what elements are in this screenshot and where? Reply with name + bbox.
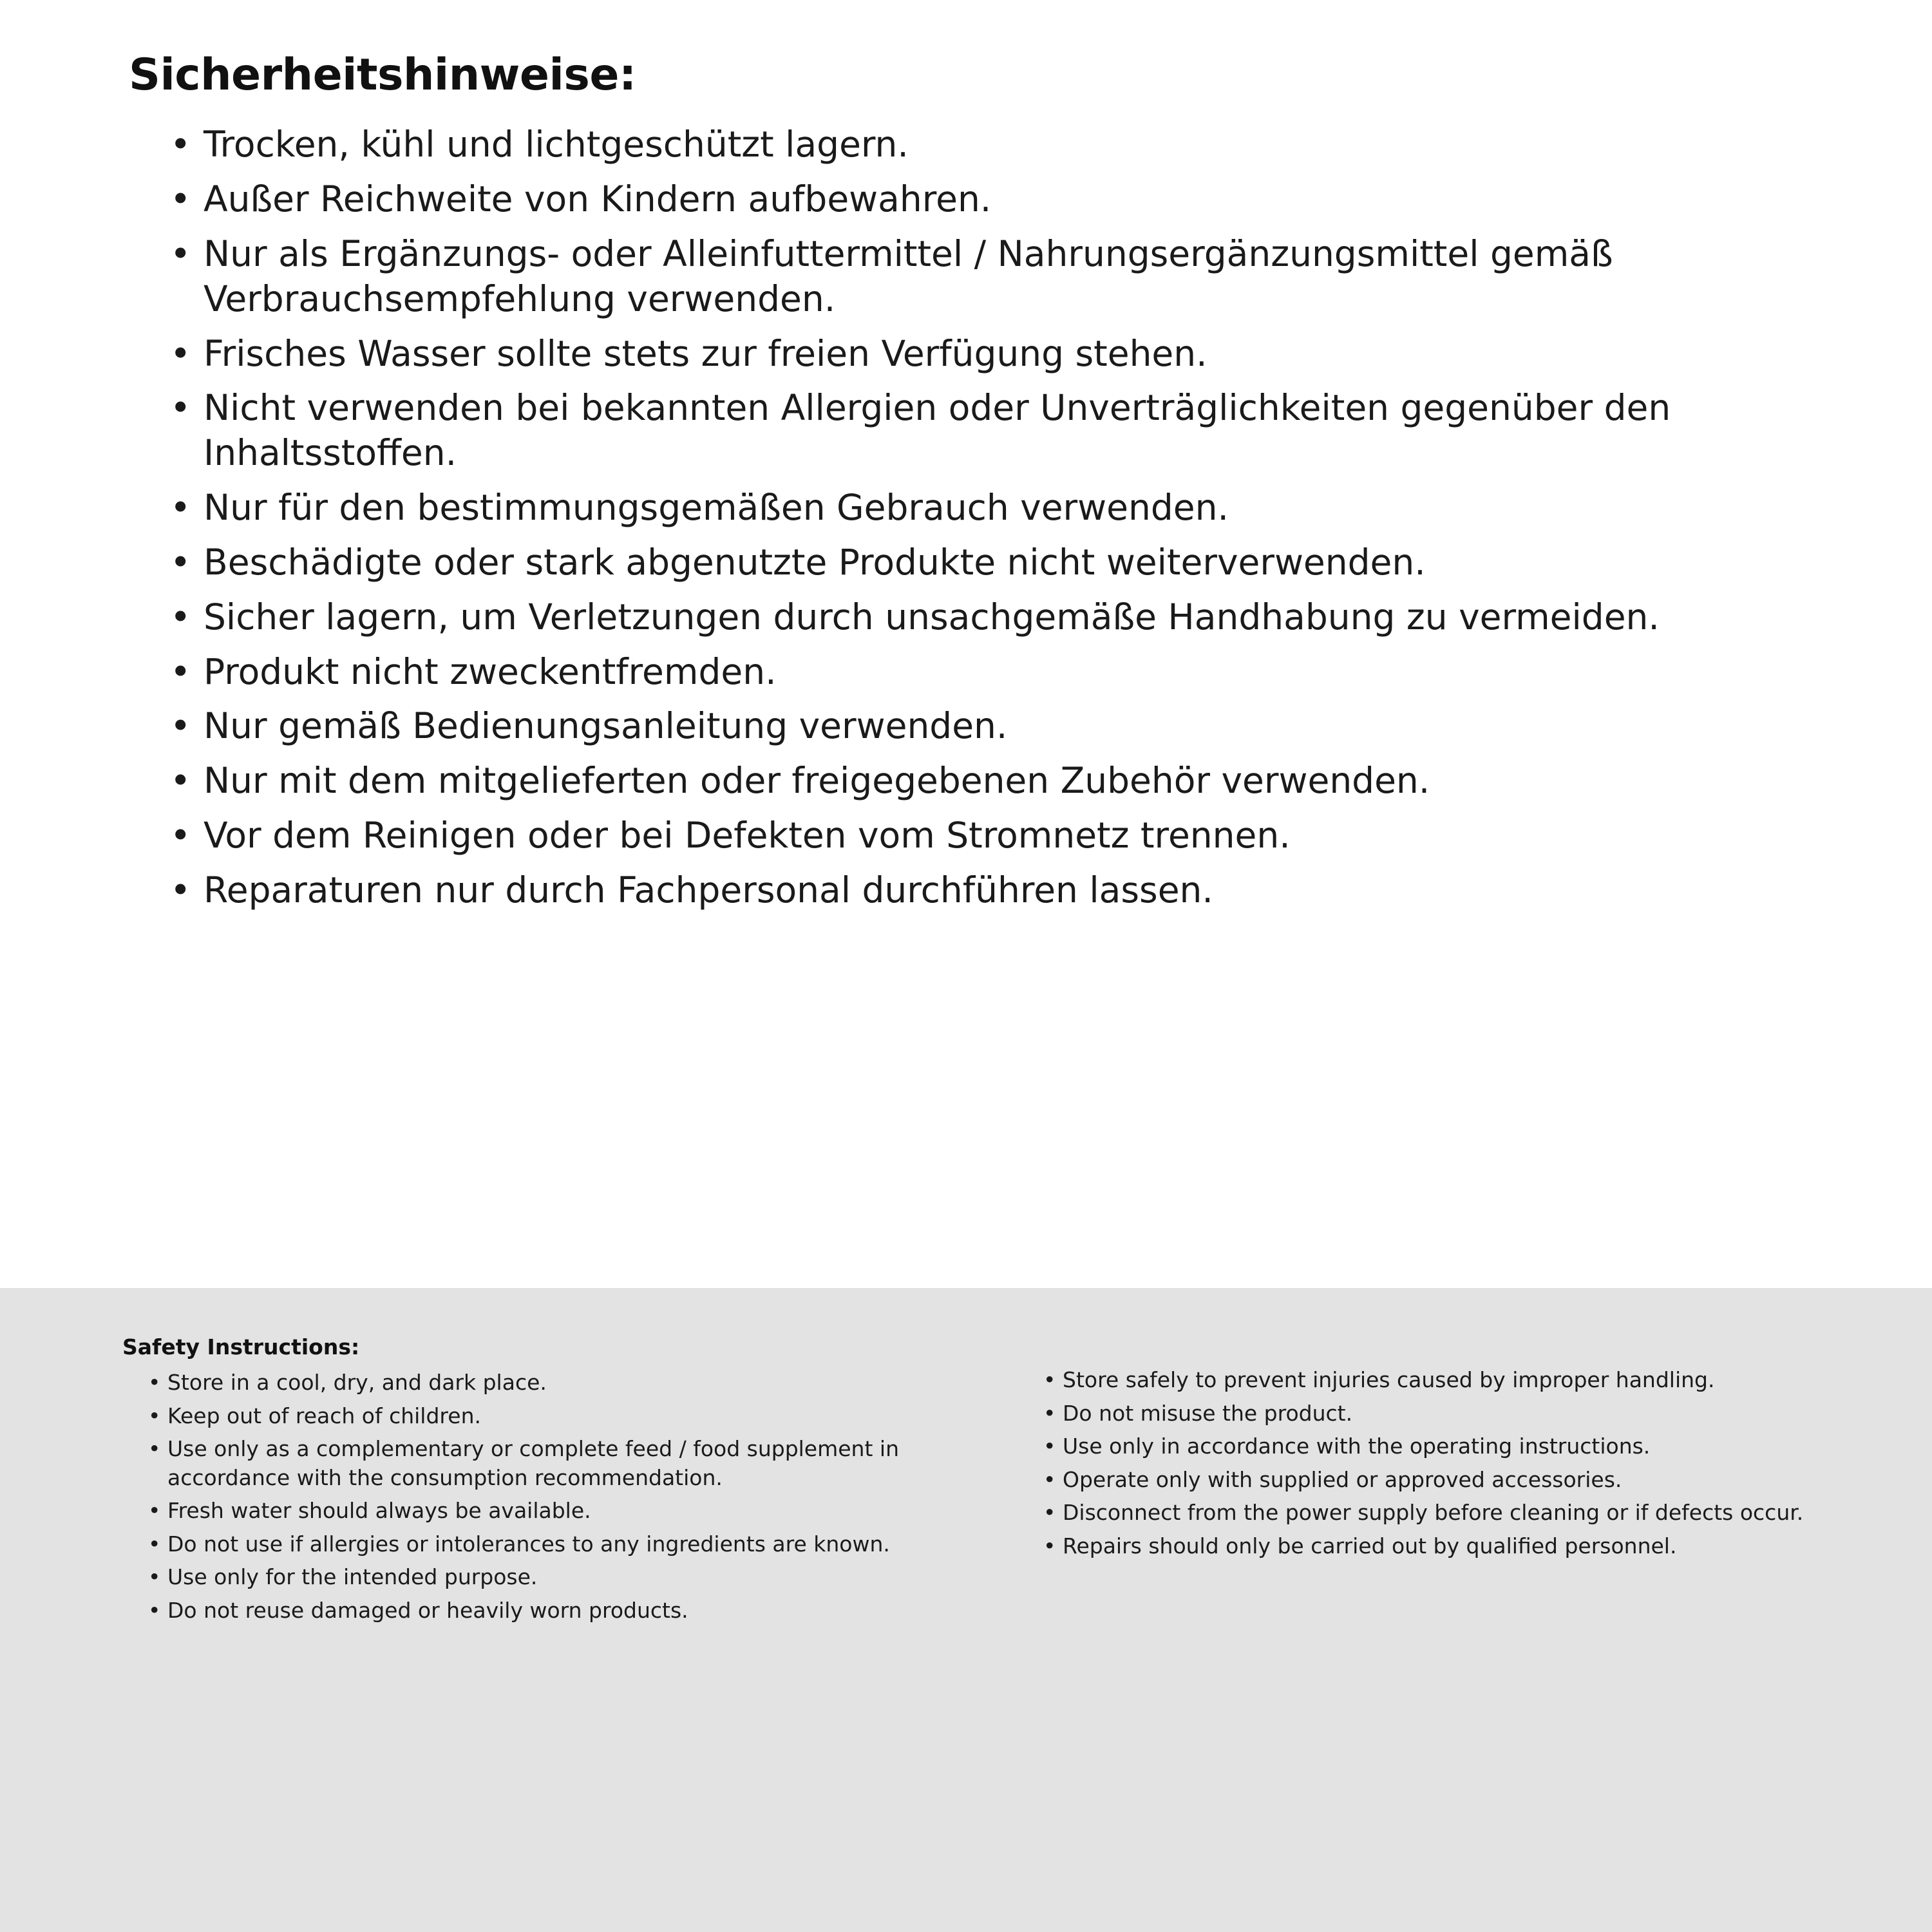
bullet-icon: • [170, 124, 191, 166]
list-item [166, 540, 1835, 585]
list-item-text: Außer Reichweite von Kindern aufbewahren. [204, 178, 992, 220]
bullet-icon: • [1043, 1367, 1056, 1392]
list-item-text: Use only for the intended purpose. [167, 1564, 538, 1590]
list-item-text: Do not misuse the product. [1063, 1400, 1353, 1426]
list-item [166, 704, 1835, 749]
english-column-left [122, 1334, 960, 1629]
list-item-text: Operate only with supplied or approved accessories. [1063, 1466, 1622, 1492]
bullet-icon: • [170, 650, 191, 692]
list-item [166, 122, 1835, 167]
list-item [166, 232, 1835, 322]
list-item [166, 486, 1835, 531]
list-item [166, 759, 1835, 804]
list-item-text: Store safely to prevent injuries caused by improper handling. [1063, 1367, 1715, 1392]
list-item-text: Keep out of reach of children. [167, 1403, 481, 1428]
bullet-icon: • [170, 232, 191, 274]
german-heading: Sicherheitshinweise: [129, 50, 636, 100]
list-item-text: Sicher lagern, um Verletzungen durch unsachgemäße Handhabung zu vermeiden. [204, 596, 1660, 638]
bullet-icon: • [1043, 1466, 1056, 1492]
bullet-icon: • [148, 1370, 161, 1395]
bullet-icon: • [148, 1564, 161, 1590]
list-item [166, 386, 1835, 476]
bullet-icon: • [170, 332, 191, 374]
list-item-text: Use only in accordance with the operating instructions. [1063, 1434, 1651, 1459]
bullet-icon: • [1043, 1434, 1056, 1459]
english-heading: Safety Instructions: [122, 1334, 360, 1359]
list-item [1043, 1532, 1855, 1561]
bullet-icon: • [1043, 1533, 1056, 1558]
list-item-text: Nur mit dem mitgelieferten oder freigegebenen Zubehör verwenden. [204, 760, 1430, 802]
list-item [166, 595, 1835, 640]
bullet-icon: • [170, 487, 191, 529]
bullet-icon: • [170, 178, 191, 220]
list-item [1043, 1432, 1855, 1461]
bullet-icon: • [170, 596, 191, 638]
list-item-text: Vor dem Reinigen oder bei Defekten vom Stromnetz trennen. [204, 815, 1291, 857]
list-item [166, 813, 1835, 858]
list-item-text: Nicht verwenden bei bekannten Allergien oder Unverträglichkeiten gegenüber den Inhaltsstoffen. [204, 387, 1671, 474]
list-item [166, 177, 1835, 222]
list-item [166, 332, 1835, 377]
list-item [148, 1368, 960, 1397]
list-item-text: Store in a cool, dry, and dark place. [167, 1370, 547, 1395]
list-item [148, 1402, 960, 1431]
list-item-text: Produkt nicht zweckentfremden. [204, 650, 777, 692]
list-item-text: Do not reuse damaged or heavily worn products. [167, 1597, 688, 1623]
list-item-text: Disconnect from the power supply before cleaning or if defects occur. [1063, 1500, 1804, 1526]
list-item-text: Do not use if allergies or intolerances to any ingredients are known. [167, 1531, 890, 1557]
list-item [166, 650, 1835, 695]
bullet-icon: • [148, 1597, 161, 1623]
bullet-icon: • [170, 387, 191, 429]
english-safety-section [0, 1288, 1932, 1932]
list-item [1043, 1466, 1855, 1495]
list-item-text: Nur als Ergänzungs- oder Alleinfuttermittel / Nahrungsergänzungsmittel gemäß Verbrauchsempfehlung verwenden. [204, 232, 1613, 319]
list-item-text: Repairs should only be carried out by qualified personnel. [1063, 1533, 1677, 1558]
bullet-icon: • [170, 760, 191, 802]
bullet-icon: • [148, 1436, 161, 1462]
english-safety-list-right [1018, 1366, 1855, 1560]
bullet-icon: • [1043, 1500, 1056, 1526]
bullet-icon: • [170, 541, 191, 583]
list-item [1043, 1366, 1855, 1395]
bullet-icon: • [148, 1498, 161, 1524]
list-item [1043, 1499, 1855, 1528]
list-item [148, 1530, 960, 1559]
list-item-text: Reparaturen nur durch Fachpersonal durchführen lassen. [204, 869, 1213, 911]
bullet-icon: • [170, 815, 191, 857]
list-item-text: Beschädigte oder stark abgenutzte Produkte nicht weiterverwenden. [204, 541, 1426, 583]
english-column-right [1018, 1334, 1855, 1565]
bullet-icon: • [148, 1403, 161, 1428]
list-item-text: Fresh water should always be available. [167, 1498, 591, 1524]
list-item-text: Nur für den bestimmungsgemäßen Gebrauch verwenden. [204, 487, 1229, 529]
bullet-icon: • [148, 1531, 161, 1557]
list-item [148, 1435, 960, 1492]
german-safety-list [129, 122, 1835, 913]
bullet-icon: • [170, 869, 191, 911]
english-safety-list-left [122, 1368, 960, 1625]
list-item [166, 868, 1835, 913]
bullet-icon: • [170, 705, 191, 747]
list-item-text: Nur gemäß Bedienungsanleitung verwenden. [204, 705, 1008, 747]
list-item-text: Trocken, kühl und lichtgeschützt lagern. [204, 124, 909, 166]
list-item-text: Frisches Wasser sollte stets zur freien Verfügung stehen. [204, 332, 1208, 374]
list-item-text: Use only as a complementary or complete feed / food supplement in accordance with the consumption recommendation. [167, 1436, 899, 1490]
list-item [148, 1497, 960, 1526]
list-item [1043, 1399, 1855, 1428]
list-item [148, 1596, 960, 1625]
english-columns [122, 1334, 1855, 1629]
list-item [148, 1563, 960, 1592]
bullet-icon: • [1043, 1400, 1056, 1426]
